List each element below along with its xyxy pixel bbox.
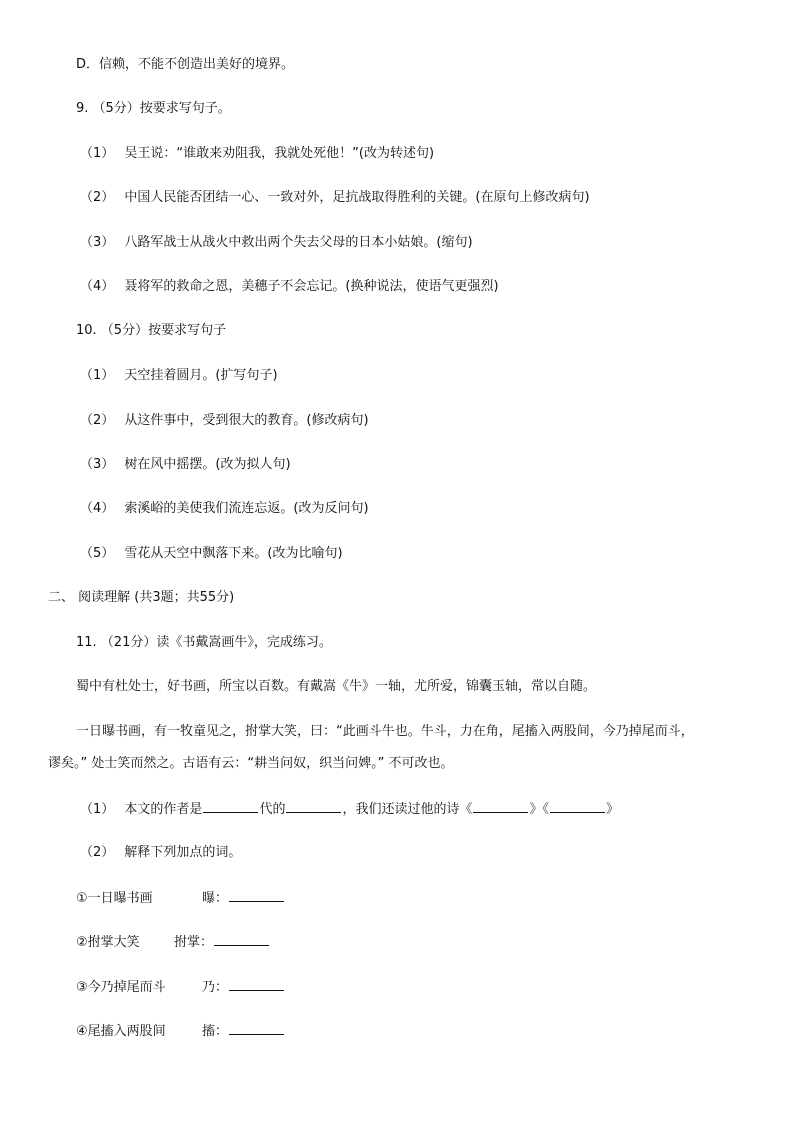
q9-item-2	[80, 189, 590, 207]
q10-item-4	[80, 500, 369, 518]
word-phrase: ③今乃掉尾而斗	[76, 980, 166, 995]
item-number: （2）	[80, 845, 115, 860]
sub1-text-part-4: 》《	[529, 802, 549, 817]
answer-blank-word-1[interactable]	[229, 889, 284, 902]
item-number: （2）	[80, 190, 115, 205]
answer-blank-word-3[interactable]	[229, 978, 284, 991]
item-number: （5）	[80, 546, 115, 561]
item-number: （3）	[80, 235, 115, 250]
sub2-text: 解释下列加点的词。	[124, 845, 242, 860]
word-key: 拊掌：	[174, 935, 214, 950]
q10-item-3	[80, 456, 291, 474]
q11-sub-1	[80, 800, 619, 819]
passage-paragraph-2-line-1: 一日曝书画，有一牧童见之，拊掌大笑，曰：“此画斗牛也。牛斗，力在角，尾搐入两股间，今乃掉尾而斗，	[76, 724, 694, 739]
word-item-3	[76, 978, 285, 997]
answer-blank-poem-1[interactable]	[473, 800, 528, 813]
item-text: 八路军战士从战火中救出两个失去父母的日本小姑娘。(缩句)	[124, 235, 473, 250]
question-10-title: 10. （5分）按要求写句子	[76, 323, 227, 338]
passage-paragraph-2-line-2: 谬矣。” 处士笑而然之。古语有云：“耕当问奴，织当问婢。” 不可改也。	[48, 756, 454, 771]
q9-item-1	[80, 145, 434, 163]
answer-blank-word-2[interactable]	[214, 933, 269, 946]
item-text: 从这件事中，受到很大的教育。(修改病句)	[124, 413, 369, 428]
item-text: 中国人民能否团结一心、一致对外，足抗战取得胜利的关键。(在原句上修改病句)	[124, 190, 590, 205]
answer-blank-author[interactable]	[286, 800, 341, 813]
question-9-title: 9. （5分）按要求写句子。	[76, 101, 231, 116]
word-phrase: ④尾搐入两股间	[76, 1024, 166, 1039]
sub1-text-part-2: 代的	[259, 802, 286, 817]
item-number: （3）	[80, 457, 115, 472]
answer-blank-poem-2[interactable]	[550, 800, 605, 813]
item-number: （2）	[80, 413, 115, 428]
answer-blank-word-4[interactable]	[229, 1022, 284, 1035]
word-item-4	[76, 1022, 285, 1041]
word-key: 乃：	[202, 980, 229, 995]
sub1-text-part-3: ，我们还读过他的诗《	[342, 802, 473, 817]
question-11-title: 11. （21分）读《书戴嵩画牛》，完成练习。	[76, 635, 332, 650]
word-phrase: ②拊掌大笑	[76, 935, 140, 950]
word-key: 搐：	[202, 1024, 229, 1039]
item-text: 聂将军的救命之恩，美穗子不会忘记。(换种说法，使语气更强烈)	[124, 279, 499, 294]
option-d: D．信赖，不能不创造出美好的境界。	[76, 57, 295, 72]
item-text: 天空挂着圆月。(扩写句子)	[124, 368, 278, 383]
q10-item-5	[80, 545, 343, 563]
item-number: （1）	[80, 802, 115, 817]
section-2-title: 二、 阅读理解 (共3题；共55分)	[48, 590, 235, 605]
item-number: （1）	[80, 146, 115, 161]
item-number: （1）	[80, 368, 115, 383]
q10-item-1	[80, 367, 278, 385]
sub1-text-part-5: 》	[605, 802, 619, 817]
word-item-1	[76, 889, 285, 908]
word-phrase: ①一日曝书画	[76, 891, 153, 906]
q11-sub-2	[80, 844, 241, 862]
q9-item-4	[80, 278, 499, 296]
item-number: （4）	[80, 279, 115, 294]
item-text: 树在风中摇摆。(改为拟人句)	[124, 457, 291, 472]
item-text: 吴王说：“谁敢来劝阻我，我就处死他！”(改为转述句)	[124, 146, 435, 161]
passage-paragraph-1: 蜀中有杜处士，好书画，所宝以百数。有戴嵩《牛》一轴，尤所爱，锦囊玉轴，常以自随。	[76, 679, 597, 694]
q10-item-2	[80, 412, 369, 430]
q9-item-3	[80, 234, 473, 252]
word-key: 曝：	[202, 891, 229, 906]
sub1-text-part-1: 本文的作者是	[124, 802, 203, 817]
item-text: 雪花从天空中飘落下来。(改为比喻句)	[124, 546, 343, 561]
item-number: （4）	[80, 501, 115, 516]
answer-blank-dynasty[interactable]	[203, 800, 258, 813]
item-text: 索溪峪的美使我们流连忘返。(改为反问句)	[124, 501, 369, 516]
word-item-2	[76, 933, 270, 952]
